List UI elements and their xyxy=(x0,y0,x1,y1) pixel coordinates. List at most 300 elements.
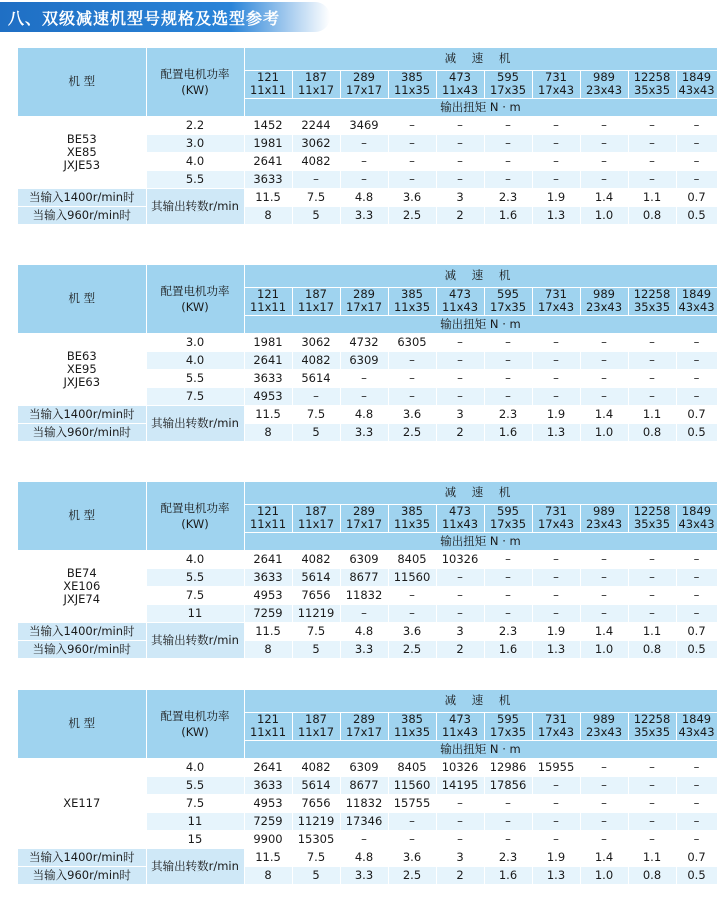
torque-value: 3633 xyxy=(244,568,292,586)
torque-value: – xyxy=(580,351,628,369)
torque-value: 14195 xyxy=(436,776,484,794)
model-names xyxy=(18,116,146,188)
gear-combination: 11x43 xyxy=(441,517,479,531)
torque-value: – xyxy=(628,812,676,830)
gear-combination: 11x17 xyxy=(297,517,335,531)
ratio-value: 473 xyxy=(449,712,471,726)
torque-value: – xyxy=(340,170,388,188)
torque-value: – xyxy=(676,134,717,152)
torque-value: – xyxy=(388,812,436,830)
speed-960-value: 1.6 xyxy=(484,206,532,224)
gear-combination: 17x43 xyxy=(537,517,575,531)
torque-value: 8405 xyxy=(388,758,436,776)
ratio-value: 12258 xyxy=(633,712,671,726)
ratio-header-7 xyxy=(532,712,580,740)
torque-value: – xyxy=(676,369,717,387)
model-name: XE95 xyxy=(66,361,97,376)
torque-value: – xyxy=(580,604,628,622)
torque-value: 6309 xyxy=(340,758,388,776)
speed-1400-value: 7.5 xyxy=(292,405,340,423)
gear-combination: 43x43 xyxy=(678,83,715,97)
speed-1400-value: 1.9 xyxy=(532,405,580,423)
ratio-value: 12258 xyxy=(633,504,671,518)
section-title: 八、双级减速机型号规格及选型参考 xyxy=(8,9,281,28)
torque-value: – xyxy=(340,134,388,152)
speed-1400-value: 11.5 xyxy=(244,405,292,423)
model-name: JXJE74 xyxy=(63,591,101,606)
speed-1400-value: 1.9 xyxy=(532,188,580,206)
speed-960-value: 1.0 xyxy=(580,206,628,224)
torque-value: 6305 xyxy=(388,333,436,351)
torque-value: – xyxy=(580,152,628,170)
torque-value: – xyxy=(628,369,676,387)
speed-960-value: 1.6 xyxy=(484,640,532,658)
torque-value: – xyxy=(484,170,532,188)
model-name: JXJE53 xyxy=(63,157,101,172)
torque-value: – xyxy=(628,550,676,568)
motor-power: 7.5 xyxy=(146,586,244,604)
ratio-value: 12258 xyxy=(633,287,671,301)
torque-value: – xyxy=(628,116,676,134)
torque-value: – xyxy=(388,152,436,170)
reducer-header: 减 速 机 xyxy=(244,265,717,287)
model-header-label: 机 型 xyxy=(68,716,96,731)
input-960-label: 当输入960r/min时 xyxy=(18,866,146,884)
ratio-value: 1849 xyxy=(681,712,712,726)
torque-value: 2641 xyxy=(244,550,292,568)
gear-combination: 11x17 xyxy=(297,83,335,97)
speed-960-value: 2.5 xyxy=(388,423,436,441)
torque-value: 11560 xyxy=(388,568,436,586)
ratio-header-3 xyxy=(340,712,388,740)
gear-combination: 11x35 xyxy=(393,517,431,531)
speed-960-value: 5 xyxy=(292,866,340,884)
speed-1400-value: 3.6 xyxy=(388,622,436,640)
ratio-header-6 xyxy=(484,504,532,532)
torque-value: – xyxy=(532,134,580,152)
speed-960-value: 3.3 xyxy=(340,640,388,658)
speed-1400-value: 2.3 xyxy=(484,405,532,423)
speed-960-value: 0.5 xyxy=(676,866,717,884)
model-header-label: 机 型 xyxy=(68,291,96,306)
torque-value: 2641 xyxy=(244,351,292,369)
torque-value: 3633 xyxy=(244,369,292,387)
gear-combination: 43x43 xyxy=(678,517,715,531)
torque-value: 15305 xyxy=(292,830,340,848)
speed-960-value: 8 xyxy=(244,866,292,884)
ratio-value: 595 xyxy=(497,712,519,726)
torque-value: – xyxy=(532,794,580,812)
gear-combination: 17x43 xyxy=(537,300,575,314)
ratio-header-4 xyxy=(388,504,436,532)
torque-value: – xyxy=(676,116,717,134)
model-header xyxy=(18,265,146,333)
ratio-value: 121 xyxy=(257,287,279,301)
spec-table-4 xyxy=(18,690,718,885)
ratio-value: 187 xyxy=(305,70,327,84)
ratio-value: 473 xyxy=(449,287,471,301)
speed-1400-value: 4.8 xyxy=(340,848,388,866)
speed-1400-value: 1.1 xyxy=(628,188,676,206)
ratio-value: 187 xyxy=(305,287,327,301)
speed-960-value: 0.8 xyxy=(628,640,676,658)
torque-value: – xyxy=(532,152,580,170)
speed-960-value: 1.3 xyxy=(532,640,580,658)
section-banner xyxy=(0,2,330,32)
ratio-value: 473 xyxy=(449,70,471,84)
ratio-header-9 xyxy=(628,712,676,740)
ratio-header-7 xyxy=(532,287,580,315)
torque-value: – xyxy=(580,586,628,604)
power-header-label: 配置电机功率(KW) xyxy=(160,283,230,314)
speed-960-value: 0.8 xyxy=(628,866,676,884)
torque-value: – xyxy=(628,830,676,848)
speed-1400-value: 2.3 xyxy=(484,622,532,640)
power-header xyxy=(146,48,244,116)
torque-value: – xyxy=(676,333,717,351)
model-header xyxy=(18,482,146,550)
torque-value: 8405 xyxy=(388,550,436,568)
torque-value: 4953 xyxy=(244,387,292,405)
gear-combination: 17x35 xyxy=(489,300,527,314)
ratio-header-4 xyxy=(388,287,436,315)
ratio-value: 385 xyxy=(401,287,423,301)
ratio-value: 989 xyxy=(593,504,615,518)
ratio-value: 187 xyxy=(305,504,327,518)
speed-1400-value: 3.6 xyxy=(388,188,436,206)
reducer-header: 减 速 机 xyxy=(244,482,717,504)
torque-value: – xyxy=(436,152,484,170)
speed-1400-value: 11.5 xyxy=(244,622,292,640)
torque-value: – xyxy=(532,830,580,848)
ratio-header-5 xyxy=(436,70,484,98)
torque-value: – xyxy=(628,333,676,351)
ratio-value: 1849 xyxy=(681,287,712,301)
speed-1400-value: 1.1 xyxy=(628,622,676,640)
motor-power: 3.0 xyxy=(146,333,244,351)
gear-combination: 11x35 xyxy=(393,725,431,739)
ratio-header-10 xyxy=(676,70,717,98)
input-1400-label: 当输入1400r/min时 xyxy=(18,848,146,866)
torque-header: 输出扭矩 N · m xyxy=(244,740,717,758)
ratio-value: 12258 xyxy=(633,70,671,84)
torque-value: – xyxy=(676,758,717,776)
torque-value: – xyxy=(580,369,628,387)
motor-power: 11 xyxy=(146,812,244,830)
torque-value: – xyxy=(388,351,436,369)
motor-power: 3.0 xyxy=(146,134,244,152)
gear-combination: 43x43 xyxy=(678,725,715,739)
torque-value: 2641 xyxy=(244,152,292,170)
input-1400-label: 当输入1400r/min时 xyxy=(18,622,146,640)
model-names xyxy=(18,758,146,848)
motor-power: 15 xyxy=(146,830,244,848)
motor-power: 2.2 xyxy=(146,116,244,134)
model-name: BE53 xyxy=(66,131,97,146)
input-1400-label: 当输入1400r/min时 xyxy=(18,188,146,206)
ratio-header-9 xyxy=(628,287,676,315)
speed-1400-value: 7.5 xyxy=(292,188,340,206)
motor-power: 5.5 xyxy=(146,369,244,387)
torque-value: 10326 xyxy=(436,758,484,776)
torque-value: 8677 xyxy=(340,568,388,586)
torque-value: – xyxy=(676,387,717,405)
torque-value: – xyxy=(388,116,436,134)
torque-value: – xyxy=(292,170,340,188)
ratio-value: 473 xyxy=(449,504,471,518)
ratio-header-3 xyxy=(340,70,388,98)
torque-value: – xyxy=(340,369,388,387)
ratio-header-1 xyxy=(244,504,292,532)
speed-960-value: 8 xyxy=(244,423,292,441)
model-name: XE117 xyxy=(63,795,101,810)
torque-value: – xyxy=(532,387,580,405)
motor-power: 4.0 xyxy=(146,550,244,568)
ratio-header-8 xyxy=(580,70,628,98)
ratio-value: 595 xyxy=(497,287,519,301)
torque-value: – xyxy=(676,568,717,586)
speed-1400-value: 4.8 xyxy=(340,622,388,640)
torque-value: – xyxy=(388,170,436,188)
speed-960-value: 0.5 xyxy=(676,423,717,441)
torque-value: – xyxy=(484,586,532,604)
torque-value: – xyxy=(580,794,628,812)
torque-value: – xyxy=(484,116,532,134)
gear-combination: 17x17 xyxy=(345,517,383,531)
gear-combination: 11x11 xyxy=(249,725,287,739)
torque-header: 输出扭矩 N · m xyxy=(244,98,717,116)
speed-960-value: 3.3 xyxy=(340,423,388,441)
power-header xyxy=(146,265,244,333)
torque-value: 1981 xyxy=(244,333,292,351)
speed-960-value: 8 xyxy=(244,640,292,658)
ratio-header-7 xyxy=(532,504,580,532)
torque-value: – xyxy=(436,134,484,152)
power-header-label: 配置电机功率(KW) xyxy=(160,66,230,97)
motor-power: 5.5 xyxy=(146,776,244,794)
power-header xyxy=(146,690,244,758)
torque-value: – xyxy=(484,333,532,351)
ratio-value: 385 xyxy=(401,712,423,726)
torque-value: – xyxy=(580,812,628,830)
torque-value: – xyxy=(532,550,580,568)
speed-1400-value: 1.4 xyxy=(580,405,628,423)
gear-combination: 43x43 xyxy=(678,300,715,314)
torque-value: – xyxy=(580,116,628,134)
torque-value: – xyxy=(388,604,436,622)
torque-value: 11219 xyxy=(292,812,340,830)
speed-960-value: 0.8 xyxy=(628,423,676,441)
output-speed-label: 其输出转数r/min xyxy=(146,188,244,224)
reducer-header: 减 速 机 xyxy=(244,48,717,70)
motor-power: 4.0 xyxy=(146,351,244,369)
model-name: JXJE63 xyxy=(63,374,101,389)
torque-value: – xyxy=(436,369,484,387)
ratio-header-4 xyxy=(388,70,436,98)
ratio-header-3 xyxy=(340,287,388,315)
torque-value: – xyxy=(580,333,628,351)
torque-value: – xyxy=(388,387,436,405)
torque-value: 1452 xyxy=(244,116,292,134)
torque-value: 4082 xyxy=(292,550,340,568)
motor-power: 7.5 xyxy=(146,794,244,812)
gear-combination: 17x35 xyxy=(489,83,527,97)
output-speed-label: 其输出转数r/min xyxy=(146,848,244,884)
speed-960-value: 2 xyxy=(436,866,484,884)
speed-1400-value: 11.5 xyxy=(244,848,292,866)
model-names xyxy=(18,550,146,622)
torque-value: – xyxy=(532,568,580,586)
ratio-header-10 xyxy=(676,504,717,532)
torque-value: 3469 xyxy=(340,116,388,134)
speed-960-value: 5 xyxy=(292,206,340,224)
speed-1400-value: 7.5 xyxy=(292,848,340,866)
input-1400-label: 当输入1400r/min时 xyxy=(18,405,146,423)
torque-value: 2641 xyxy=(244,758,292,776)
torque-value: – xyxy=(676,830,717,848)
torque-value: 6309 xyxy=(340,550,388,568)
speed-1400-value: 4.8 xyxy=(340,188,388,206)
torque-value: – xyxy=(388,134,436,152)
ratio-value: 121 xyxy=(257,70,279,84)
power-header xyxy=(146,482,244,550)
speed-1400-value: 0.7 xyxy=(676,405,717,423)
model-header-label: 机 型 xyxy=(68,508,96,523)
input-960-label: 当输入960r/min时 xyxy=(18,423,146,441)
model-header xyxy=(18,690,146,758)
torque-value: 11560 xyxy=(388,776,436,794)
speed-1400-value: 1.4 xyxy=(580,622,628,640)
speed-960-value: 2 xyxy=(436,423,484,441)
ratio-value: 187 xyxy=(305,712,327,726)
ratio-header-6 xyxy=(484,287,532,315)
torque-value: 9900 xyxy=(244,830,292,848)
speed-1400-value: 4.8 xyxy=(340,405,388,423)
torque-value: – xyxy=(436,568,484,586)
ratio-header-9 xyxy=(628,504,676,532)
gear-combination: 17x17 xyxy=(345,725,383,739)
torque-value: 3062 xyxy=(292,134,340,152)
torque-value: 5614 xyxy=(292,776,340,794)
ratio-header-10 xyxy=(676,712,717,740)
torque-value: – xyxy=(484,369,532,387)
speed-960-value: 5 xyxy=(292,640,340,658)
torque-value: – xyxy=(532,369,580,387)
torque-value: 3062 xyxy=(292,333,340,351)
torque-value: – xyxy=(676,586,717,604)
speed-1400-value: 1.9 xyxy=(532,622,580,640)
torque-value: – xyxy=(628,776,676,794)
speed-960-value: 1.3 xyxy=(532,206,580,224)
ratio-value: 989 xyxy=(593,712,615,726)
ratio-header-6 xyxy=(484,712,532,740)
torque-value: – xyxy=(436,604,484,622)
ratio-header-9 xyxy=(628,70,676,98)
torque-value: – xyxy=(532,116,580,134)
speed-960-value: 1.3 xyxy=(532,866,580,884)
torque-value: 15955 xyxy=(532,758,580,776)
torque-value: – xyxy=(628,351,676,369)
spec-table-1 xyxy=(18,48,718,225)
speed-960-value: 0.5 xyxy=(676,206,717,224)
torque-value: – xyxy=(484,568,532,586)
torque-value: – xyxy=(580,758,628,776)
torque-value: – xyxy=(388,586,436,604)
torque-value: 1981 xyxy=(244,134,292,152)
torque-value: – xyxy=(628,170,676,188)
torque-value: – xyxy=(532,776,580,794)
ratio-value: 731 xyxy=(545,504,567,518)
torque-value: – xyxy=(628,387,676,405)
model-name: BE63 xyxy=(66,348,97,363)
torque-value: – xyxy=(484,604,532,622)
speed-960-value: 1.6 xyxy=(484,866,532,884)
speed-1400-value: 11.5 xyxy=(244,188,292,206)
speed-1400-value: 2.3 xyxy=(484,188,532,206)
torque-value: 7259 xyxy=(244,812,292,830)
gear-combination: 17x17 xyxy=(345,83,383,97)
torque-value: – xyxy=(340,604,388,622)
torque-value: – xyxy=(532,604,580,622)
torque-value: – xyxy=(628,152,676,170)
model-name: XE85 xyxy=(66,144,97,159)
speed-1400-value: 3 xyxy=(436,405,484,423)
torque-value: – xyxy=(532,170,580,188)
torque-value: – xyxy=(484,152,532,170)
speed-1400-value: 3.6 xyxy=(388,405,436,423)
speed-1400-value: 1.1 xyxy=(628,405,676,423)
input-960-label: 当输入960r/min时 xyxy=(18,206,146,224)
torque-value: 4082 xyxy=(292,351,340,369)
ratio-value: 289 xyxy=(353,504,375,518)
speed-960-value: 0.5 xyxy=(676,640,717,658)
model-name: BE74 xyxy=(66,565,97,580)
torque-value: – xyxy=(340,830,388,848)
torque-value: – xyxy=(628,568,676,586)
torque-value: – xyxy=(676,152,717,170)
ratio-header-1 xyxy=(244,287,292,315)
speed-1400-value: 7.5 xyxy=(292,622,340,640)
torque-value: – xyxy=(388,830,436,848)
torque-value: 4732 xyxy=(340,333,388,351)
torque-value: 3633 xyxy=(244,776,292,794)
motor-power: 5.5 xyxy=(146,170,244,188)
motor-power: 7.5 xyxy=(146,387,244,405)
speed-960-value: 1.0 xyxy=(580,423,628,441)
speed-1400-value: 0.7 xyxy=(676,188,717,206)
gear-combination: 11x17 xyxy=(297,725,335,739)
model-name: XE106 xyxy=(63,578,101,593)
speed-960-value: 2 xyxy=(436,206,484,224)
speed-1400-value: 3 xyxy=(436,188,484,206)
speed-960-value: 8 xyxy=(244,206,292,224)
ratio-header-2 xyxy=(292,712,340,740)
gear-combination: 17x35 xyxy=(489,725,527,739)
ratio-value: 289 xyxy=(353,712,375,726)
torque-value: 10326 xyxy=(436,550,484,568)
speed-1400-value: 3.6 xyxy=(388,848,436,866)
input-960-label: 当输入960r/min时 xyxy=(18,640,146,658)
gear-combination: 11x11 xyxy=(249,83,287,97)
torque-value: – xyxy=(340,387,388,405)
torque-value: 4082 xyxy=(292,152,340,170)
speed-960-value: 0.8 xyxy=(628,206,676,224)
ratio-header-8 xyxy=(580,287,628,315)
torque-header: 输出扭矩 N · m xyxy=(244,315,717,333)
torque-value: – xyxy=(340,152,388,170)
torque-value: – xyxy=(436,170,484,188)
speed-1400-value: 2.3 xyxy=(484,848,532,866)
